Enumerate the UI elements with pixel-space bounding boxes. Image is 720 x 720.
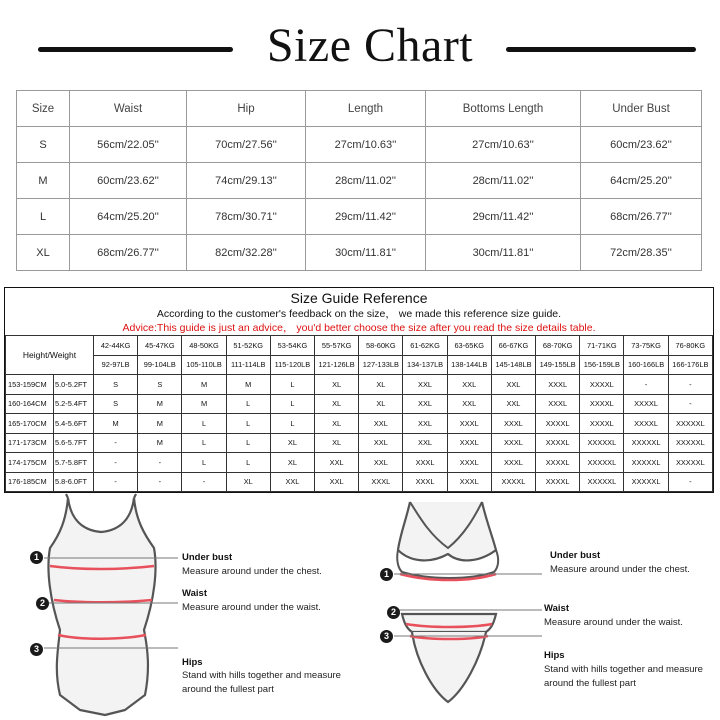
hips-desc-2: around the fullest part bbox=[544, 678, 636, 689]
size-table-cell: M bbox=[17, 163, 70, 199]
guide-size-cell: XXL bbox=[403, 394, 447, 414]
guide-size-cell: XXL bbox=[359, 453, 403, 473]
size-table-row bbox=[17, 199, 702, 235]
guide-size-cell: L bbox=[270, 394, 314, 414]
guide-size-cell: XXXL bbox=[447, 433, 491, 453]
guide-height-ft: 5.6-5.7FT bbox=[54, 433, 94, 453]
guide-size-cell: L bbox=[270, 375, 314, 395]
guide-kg-cell: 53-54KG bbox=[270, 336, 314, 356]
guide-subtitle: According to the customer's feedback on the size， we made this reference size guide. bbox=[156, 308, 562, 320]
size-table-header: Waist bbox=[70, 91, 187, 127]
guide-size-cell: XXL bbox=[315, 453, 359, 473]
under-bust-desc: Measure around under the chest. bbox=[182, 566, 322, 577]
guide-size-cell: XXXXL bbox=[536, 472, 580, 492]
guide-kg-cell: 73-75KG bbox=[624, 336, 668, 356]
guide-size-cell: M bbox=[138, 414, 182, 434]
guide-lb-cell: 166-176LB bbox=[668, 355, 712, 375]
guide-size-cell: XXL bbox=[403, 433, 447, 453]
guide-size-cell: M bbox=[94, 414, 138, 434]
guide-size-cell: - bbox=[624, 375, 668, 395]
guide-row bbox=[6, 433, 713, 453]
guide-size-cell: XXL bbox=[403, 375, 447, 395]
guide-size-cell: L bbox=[226, 453, 270, 473]
guide-size-cell: XXXXL bbox=[624, 414, 668, 434]
guide-size-cell: XXL bbox=[359, 433, 403, 453]
size-table-row bbox=[17, 235, 702, 271]
guide-height-cm: 160-164CM bbox=[6, 394, 54, 414]
guide-size-cell: XL bbox=[270, 453, 314, 473]
guide-size-cell: - bbox=[668, 394, 712, 414]
guide-height-cm: 165-170CM bbox=[6, 414, 54, 434]
guide-size-cell: XXXXL bbox=[580, 375, 624, 395]
under-bust-desc: Measure around under the chest. bbox=[550, 564, 690, 575]
guide-size-cell: XXXL bbox=[403, 453, 447, 473]
size-table-header: Bottoms Length bbox=[426, 91, 581, 127]
size-table-cell: 70cm/27.56'' bbox=[187, 127, 306, 163]
guide-size-cell: XL bbox=[315, 394, 359, 414]
size-table-header-row bbox=[17, 91, 702, 127]
guide-lb-cell: 92-97LB bbox=[94, 355, 138, 375]
guide-size-cell: XL bbox=[359, 375, 403, 395]
guide-kg-cell: 61-62KG bbox=[403, 336, 447, 356]
guide-size-cell: XXL bbox=[447, 375, 491, 395]
guide-lb-cell: 111-114LB bbox=[226, 355, 270, 375]
size-table-cell: S bbox=[17, 127, 70, 163]
guide-kg-cell: 63-65KG bbox=[447, 336, 491, 356]
guide-kg-cell: 45-47KG bbox=[138, 336, 182, 356]
guide-size-cell: - bbox=[138, 472, 182, 492]
guide-lb-cell: 127-133LB bbox=[359, 355, 403, 375]
guide-size-cell: XXL bbox=[491, 394, 535, 414]
under-bust-label: Under bust bbox=[182, 552, 233, 563]
guide-height-ft: 5.0-5.2FT bbox=[54, 375, 94, 395]
guide-height-cm: 171-173CM bbox=[6, 433, 54, 453]
guide-size-cell: M bbox=[226, 375, 270, 395]
badge-1: 1 bbox=[380, 568, 393, 581]
guide-height-ft: 5.2-5.4FT bbox=[54, 394, 94, 414]
size-table-cell: 68cm/26.77'' bbox=[581, 199, 702, 235]
guide-kg-cell: 48-50KG bbox=[182, 336, 226, 356]
guide-size-cell: XXXL bbox=[447, 472, 491, 492]
size-table-cell: 30cm/11.81'' bbox=[306, 235, 426, 271]
guide-size-cell: - bbox=[668, 375, 712, 395]
guide-size-cell: L bbox=[226, 414, 270, 434]
guide-size-cell: XXXXXL bbox=[668, 453, 712, 473]
size-guide bbox=[4, 287, 714, 493]
guide-size-cell: XXXL bbox=[491, 453, 535, 473]
guide-table bbox=[5, 335, 713, 492]
guide-row bbox=[6, 453, 713, 473]
size-table-header: Length bbox=[306, 91, 426, 127]
guide-kg-cell: 76-80KG bbox=[668, 336, 712, 356]
size-table-cell: 28cm/11.02'' bbox=[426, 163, 581, 199]
guide-size-cell: XXXL bbox=[536, 375, 580, 395]
size-table-cell: 78cm/30.71'' bbox=[187, 199, 306, 235]
guide-size-cell: XXL bbox=[359, 414, 403, 434]
guide-size-cell: - bbox=[182, 472, 226, 492]
guide-kg-cell: 42-44KG bbox=[94, 336, 138, 356]
guide-lb-cell: 156-159LB bbox=[580, 355, 624, 375]
guide-size-cell: XXXXXL bbox=[624, 472, 668, 492]
size-table-row bbox=[17, 163, 702, 199]
badge-3: 3 bbox=[380, 630, 393, 643]
waist-desc: Measure around under the waist. bbox=[544, 617, 683, 628]
guide-size-cell: L bbox=[182, 453, 226, 473]
guide-lb-cell: 115-120LB bbox=[270, 355, 314, 375]
guide-size-cell: XL bbox=[226, 472, 270, 492]
size-table-row bbox=[17, 127, 702, 163]
size-table-cell: 60cm/23.62'' bbox=[70, 163, 187, 199]
guide-size-cell: XXXXXL bbox=[668, 433, 712, 453]
size-table-cell: 30cm/11.81'' bbox=[426, 235, 581, 271]
size-table-cell: 56cm/22.05'' bbox=[70, 127, 187, 163]
guide-size-cell: XXXXXL bbox=[624, 453, 668, 473]
guide-size-cell: XL bbox=[315, 433, 359, 453]
size-table-cell: 60cm/23.62'' bbox=[581, 127, 702, 163]
size-table-cell: 64cm/25.20'' bbox=[581, 163, 702, 199]
badge-2: 2 bbox=[387, 606, 400, 619]
guide-size-cell: XXXL bbox=[447, 453, 491, 473]
guide-size-cell: - bbox=[94, 453, 138, 473]
guide-size-cell: XL bbox=[315, 414, 359, 434]
guide-size-cell: XXXXL bbox=[624, 394, 668, 414]
size-table-cell: 68cm/26.77'' bbox=[70, 235, 187, 271]
guide-size-cell: XXXXXL bbox=[580, 453, 624, 473]
guide-size-cell: XXXL bbox=[403, 472, 447, 492]
guide-lb-cell: 105-110LB bbox=[182, 355, 226, 375]
page-title: Size Chart bbox=[266, 19, 474, 72]
size-table-cell: 27cm/10.63'' bbox=[426, 127, 581, 163]
guide-size-cell: XXXXL bbox=[536, 433, 580, 453]
guide-lb-cell: 99-104LB bbox=[138, 355, 182, 375]
guide-row bbox=[6, 375, 713, 395]
guide-size-cell: - bbox=[138, 453, 182, 473]
title-rule-left bbox=[38, 47, 233, 52]
size-table-cell: XL bbox=[17, 235, 70, 271]
guide-size-cell: S bbox=[138, 375, 182, 395]
guide-size-cell: - bbox=[94, 433, 138, 453]
bikini-drawing bbox=[370, 490, 710, 720]
guide-size-cell: XXXXXL bbox=[580, 433, 624, 453]
guide-size-cell: XXXXL bbox=[580, 414, 624, 434]
guide-height-ft: 5.8-6.0FT bbox=[54, 472, 94, 492]
guide-row bbox=[6, 394, 713, 414]
guide-size-cell: XXXL bbox=[536, 394, 580, 414]
waist-desc: Measure around under the waist. bbox=[182, 602, 321, 613]
guide-size-cell: L bbox=[226, 433, 270, 453]
guide-kg-cell: 55-57KG bbox=[315, 336, 359, 356]
guide-size-cell: XL bbox=[359, 394, 403, 414]
guide-kg-cell: 71-71KG bbox=[580, 336, 624, 356]
waist-label: Waist bbox=[544, 603, 569, 614]
guide-size-cell: XXXXL bbox=[536, 414, 580, 434]
guide-size-cell: - bbox=[94, 472, 138, 492]
guide-size-cell: XXXL bbox=[447, 414, 491, 434]
guide-size-cell: S bbox=[94, 375, 138, 395]
hips-desc-1: Stand with hills together and measure bbox=[182, 670, 341, 681]
guide-kg-cell: 51-52KG bbox=[226, 336, 270, 356]
guide-size-cell: M bbox=[138, 394, 182, 414]
size-table-cell: 72cm/28.35'' bbox=[581, 235, 702, 271]
under-bust-label: Under bust bbox=[550, 550, 601, 561]
title-rule-right bbox=[506, 47, 696, 52]
guide-size-cell: XXL bbox=[270, 472, 314, 492]
hips-label: Hips bbox=[544, 650, 565, 661]
hips-desc-2: around the fullest part bbox=[182, 684, 274, 695]
guide-size-cell: XXL bbox=[447, 394, 491, 414]
guide-lb-cell: 121-126LB bbox=[315, 355, 359, 375]
guide-size-cell: XXXXXL bbox=[668, 414, 712, 434]
guide-size-cell: XXXXL bbox=[491, 472, 535, 492]
guide-row bbox=[6, 472, 713, 492]
guide-height-ft: 5.7-5.8FT bbox=[54, 453, 94, 473]
guide-size-cell: M bbox=[182, 375, 226, 395]
guide-kg-row bbox=[6, 336, 713, 356]
swimsuit-illustration bbox=[20, 490, 360, 720]
guide-height-cm: 176-185CM bbox=[6, 472, 54, 492]
size-table bbox=[16, 90, 702, 271]
guide-height-cm: 153-159CM bbox=[6, 375, 54, 395]
guide-size-cell: L bbox=[226, 394, 270, 414]
guide-size-cell: M bbox=[182, 394, 226, 414]
hips-desc-1: Stand with hills together and measure bbox=[544, 664, 703, 675]
guide-size-cell: XXXXXL bbox=[624, 433, 668, 453]
size-table-header: Hip bbox=[187, 91, 306, 127]
guide-size-cell: XXXL bbox=[491, 433, 535, 453]
guide-size-cell: L bbox=[182, 433, 226, 453]
guide-size-cell: S bbox=[94, 394, 138, 414]
size-table-cell: 27cm/10.63'' bbox=[306, 127, 426, 163]
guide-title: Size Guide Reference bbox=[290, 290, 428, 306]
guide-size-cell: L bbox=[182, 414, 226, 434]
guide-lb-row bbox=[6, 355, 713, 375]
guide-lb-cell: 134-137LB bbox=[403, 355, 447, 375]
guide-row bbox=[6, 414, 713, 434]
waist-label: Waist bbox=[182, 588, 207, 599]
guide-size-cell: XXL bbox=[315, 472, 359, 492]
guide-height-ft: 5.4-5.6FT bbox=[54, 414, 94, 434]
guide-size-cell: XXL bbox=[403, 414, 447, 434]
size-table-cell: 29cm/11.42'' bbox=[306, 199, 426, 235]
guide-lb-cell: 160-166LB bbox=[624, 355, 668, 375]
guide-size-cell: XL bbox=[270, 433, 314, 453]
size-table-header: Size bbox=[17, 91, 70, 127]
size-table-cell: 64cm/25.20'' bbox=[70, 199, 187, 235]
guide-size-cell: XXXXL bbox=[580, 394, 624, 414]
size-table-cell: 82cm/32.28'' bbox=[187, 235, 306, 271]
badge-2: 2 bbox=[36, 597, 49, 610]
size-table-cell: 28cm/11.02'' bbox=[306, 163, 426, 199]
guide-lb-cell: 149-155LB bbox=[536, 355, 580, 375]
guide-height-cm: 174-175CM bbox=[6, 453, 54, 473]
guide-size-cell: L bbox=[270, 414, 314, 434]
guide-corner-label: Height/Weight bbox=[6, 336, 94, 375]
guide-lb-cell: 145-148LB bbox=[491, 355, 535, 375]
guide-size-cell: M bbox=[138, 433, 182, 453]
guide-kg-cell: 58-60KG bbox=[359, 336, 403, 356]
size-table-cell: 74cm/29.13'' bbox=[187, 163, 306, 199]
badge-3: 3 bbox=[30, 643, 43, 656]
badge-1: 1 bbox=[30, 551, 43, 564]
guide-kg-cell: 68-70KG bbox=[536, 336, 580, 356]
guide-size-cell: XXXXL bbox=[536, 453, 580, 473]
guide-kg-cell: 66-67KG bbox=[491, 336, 535, 356]
title-row bbox=[0, 18, 720, 78]
guide-size-cell: XL bbox=[315, 375, 359, 395]
guide-size-cell: XXL bbox=[491, 375, 535, 395]
size-table-header: Under Bust bbox=[581, 91, 702, 127]
hips-label: Hips bbox=[182, 657, 203, 668]
guide-lb-cell: 138-144LB bbox=[447, 355, 491, 375]
size-table-cell: L bbox=[17, 199, 70, 235]
bikini-illustration bbox=[370, 490, 710, 720]
guide-advice: Advice:This guide is just an advice， you'd better choose the size after you read the size details table. bbox=[122, 322, 596, 334]
guide-size-cell: XXXL bbox=[491, 414, 535, 434]
guide-size-cell: - bbox=[668, 472, 712, 492]
guide-size-cell: XXXXXL bbox=[580, 472, 624, 492]
guide-size-cell: XXXL bbox=[359, 472, 403, 492]
size-table-cell: 29cm/11.42'' bbox=[426, 199, 581, 235]
